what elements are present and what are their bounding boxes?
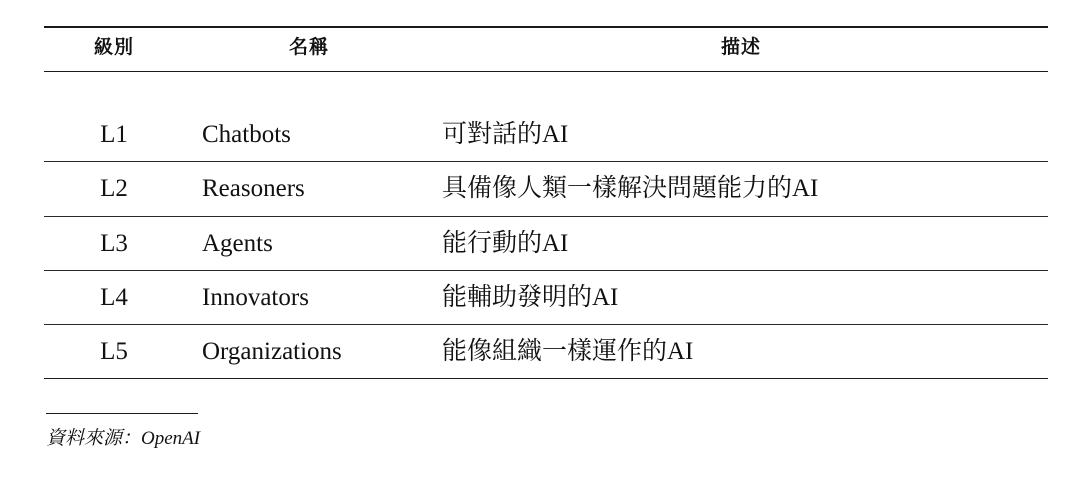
table-row	[44, 270, 1048, 324]
cell-level: L2	[44, 162, 184, 216]
cell-level: L5	[44, 325, 184, 379]
cell-level: L3	[44, 216, 184, 270]
table-row	[44, 162, 1048, 216]
table-row	[44, 325, 1048, 379]
source-note	[46, 413, 1048, 450]
cell-name: Reasoners	[184, 162, 434, 216]
source-divider	[46, 413, 198, 414]
cell-level: L4	[44, 270, 184, 324]
cell-description: 可對話的AI	[434, 108, 1048, 162]
ai-levels-table	[44, 26, 1048, 379]
cell-name: Organizations	[184, 325, 434, 379]
cell-level: L1	[44, 108, 184, 162]
source-text: 資料來源：OpenAI	[46, 428, 201, 450]
cell-description: 能像組織一樣運作的AI	[434, 325, 1048, 379]
table-header	[44, 27, 1048, 72]
column-header-level: 級別	[44, 27, 184, 72]
table-row	[44, 108, 1048, 162]
column-header-name: 名稱	[184, 27, 434, 72]
table-spacer-row	[44, 72, 1048, 109]
cell-name: Chatbots	[184, 108, 434, 162]
cell-description: 具備像人類一樣解決問題能力的AI	[434, 162, 1048, 216]
document-page	[0, 26, 1092, 490]
table-row	[44, 216, 1048, 270]
table-header-row	[44, 27, 1048, 72]
column-header-description: 描述	[434, 27, 1048, 72]
cell-name: Innovators	[184, 270, 434, 324]
table-body	[44, 72, 1048, 379]
cell-description: 能輔助發明的AI	[434, 270, 1048, 324]
cell-description: 能行動的AI	[434, 216, 1048, 270]
cell-name: Agents	[184, 216, 434, 270]
